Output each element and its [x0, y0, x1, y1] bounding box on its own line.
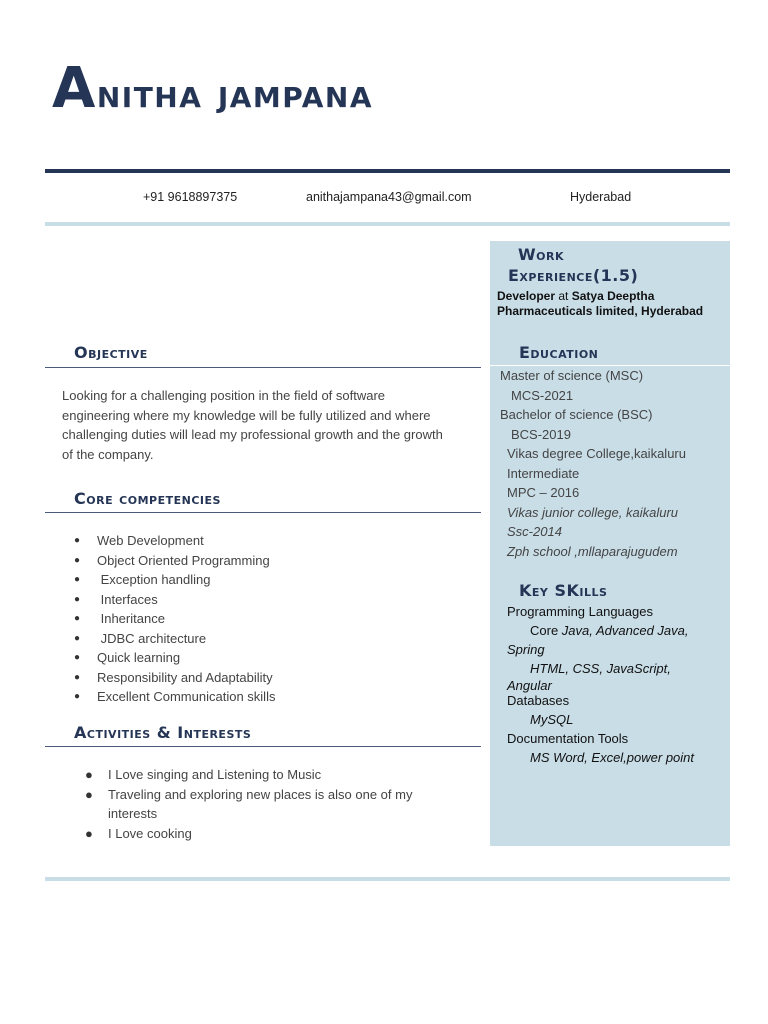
list-item: ● Inheritance: [74, 611, 165, 626]
list-item: ● Responsibility and Adaptability: [74, 669, 273, 685]
education-year: MCS-2021: [511, 388, 574, 403]
work-experience-heading-line2: Experience(1.5): [508, 266, 639, 285]
work-company: Pharmaceuticals limited, Hyderabad: [497, 304, 704, 318]
skills-spring: Spring: [507, 642, 545, 657]
core-competencies-rule: [45, 512, 481, 513]
contact-divider: [45, 222, 730, 226]
list-item: ● I Love cooking: [85, 825, 192, 841]
objective-heading: Objective: [74, 343, 148, 362]
list-item: ● Web Development: [74, 533, 204, 548]
education-institution: Zph school ,mllaparajugudem: [507, 544, 678, 559]
phone-number: +91 9618897375: [143, 190, 238, 204]
work-experience-heading: Work: [518, 245, 564, 264]
education-year: MPC – 2016: [507, 485, 580, 500]
activities-heading: Activities & Interests: [74, 723, 252, 742]
resume-name: Anitha jampana: [52, 56, 373, 121]
core-competencies-list: [74, 531, 474, 707]
objective-text: Looking for a challenging position in the field of software engineering where my knowledge will be fully utilized and where challenging duties will lead my professional growth and the growth of the company.: [62, 388, 443, 462]
list-item-continuation: interests: [108, 806, 158, 821]
skills-angular: Angular: [507, 678, 552, 693]
skills-programming-label: Programming Languages: [507, 604, 653, 619]
activities-rule: [45, 746, 481, 747]
core-competencies-heading: Core competencies: [74, 489, 221, 508]
footer-divider: [45, 877, 730, 881]
skills-web: HTML, CSS, JavaScript,: [530, 661, 671, 676]
list-item: ● I Love singing and Listening to Music: [85, 767, 322, 782]
list-item: ● Object Oriented Programming: [74, 552, 270, 568]
skills-core-java: Core Java, Advanced Java,: [530, 623, 689, 638]
education-heading: Education: [519, 343, 599, 362]
key-skills-heading: Key SKills: [519, 581, 608, 600]
skills-mysql: MySQL: [530, 712, 574, 727]
location: Hyderabad: [570, 190, 632, 204]
list-item: ● JDBC architecture: [74, 630, 207, 646]
education-year: Ssc-2014: [507, 524, 562, 539]
education-institution: Vikas junior college, kaikaluru: [507, 505, 679, 520]
education-degree: Bachelor of science (BSC): [500, 407, 653, 422]
list-item: ● Traveling and exploring new places is also one of my: [85, 786, 413, 802]
education-level: Intermediate: [507, 466, 580, 481]
activities-list: [85, 765, 475, 843]
objective-rule: [45, 367, 481, 368]
education-year: BCS-2019: [511, 427, 571, 442]
work-role: Developer at Satya Deeptha: [497, 289, 655, 303]
list-item: ● Quick learning: [74, 650, 181, 665]
education-degree: Master of science (MSC): [500, 368, 644, 383]
skills-databases-label: Databases: [507, 693, 570, 708]
list-item: ● Exception handling: [74, 572, 211, 587]
header-divider: [45, 169, 730, 173]
skills-doc-tools-label: Documentation Tools: [507, 731, 629, 746]
list-item: ● Interfaces: [74, 591, 158, 607]
education-institution: Vikas degree College,kaikaluru: [507, 446, 686, 461]
list-item: ● Excellent Communication skills: [74, 689, 276, 704]
skills-doc-tools: MS Word, Excel,power point: [530, 750, 695, 765]
email-address: anithajampana43@gmail.com: [306, 190, 472, 204]
